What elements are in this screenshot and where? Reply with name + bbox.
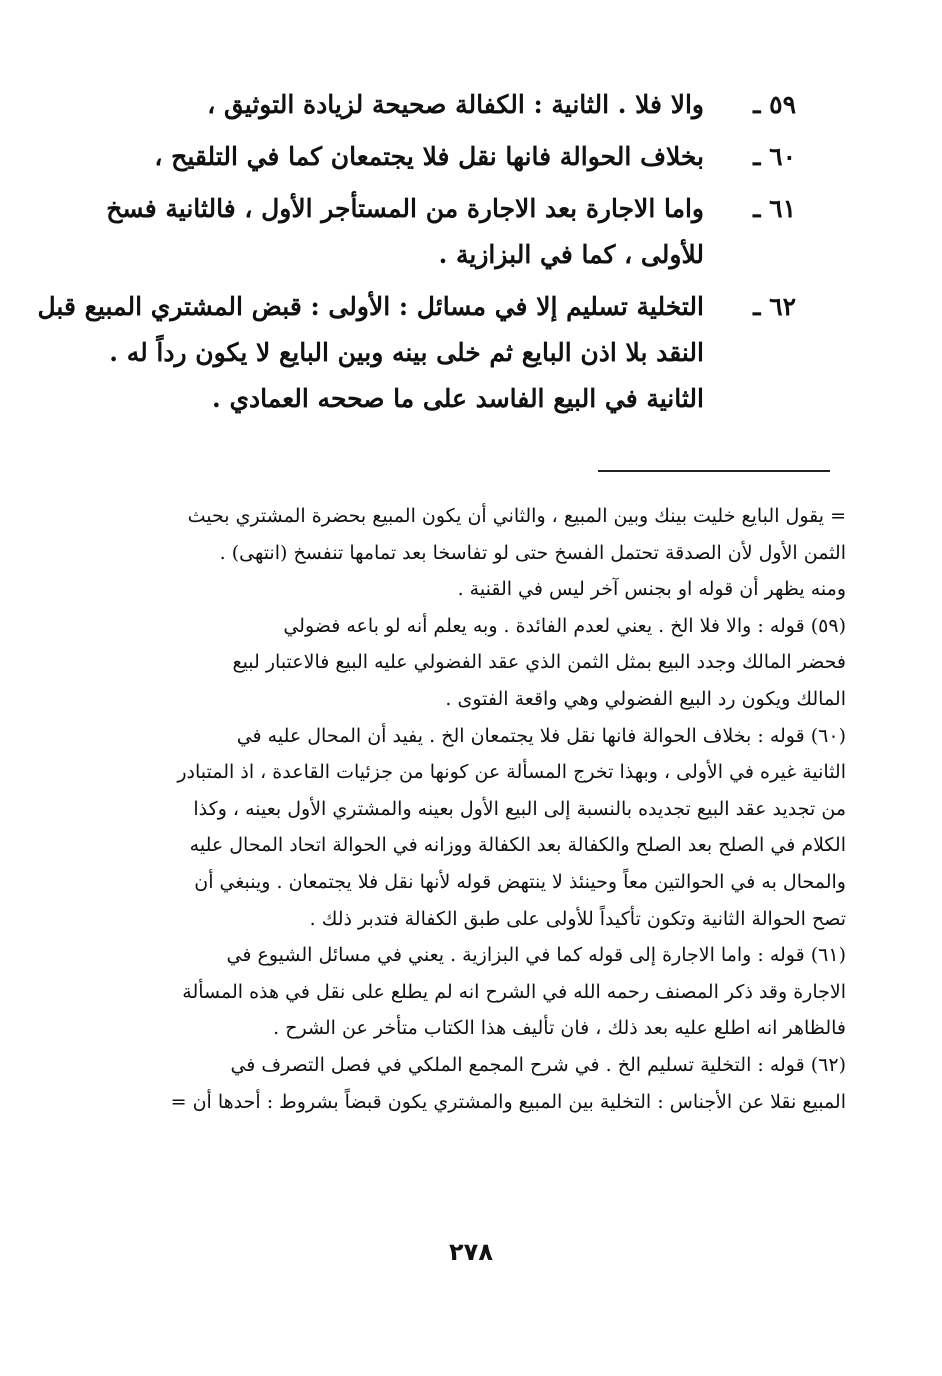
item-text	[38, 284, 705, 422]
footnote-line: (٦١) قوله : واما الاجارة إلى قوله كما في البزازية . يعني في مسائل الشيوع في	[226, 944, 846, 967]
footnote-divider	[598, 470, 830, 472]
main-item-60	[70, 134, 796, 180]
footnote-line: من تجديد عقد البيع تجديده بالنسبة إلى البيع الأول بعينه والمشتري الأول بعينه ، وكذا	[193, 797, 846, 820]
footnote-line: الكلام في الصلح بعد الصلح والكفالة بعد الكفالة ووزانه في الحوالة اتحاد المحال عليه	[189, 834, 846, 857]
text-line: التخلية تسليم إلا في مسائل : الأولى : قبض المشتري المبيع قبل	[37, 292, 704, 321]
footnote-line: الاجارة وقد ذكر المصنف رحمه الله في الشرح انه لم يطلع على نقل في هذه المسألة	[182, 980, 846, 1003]
main-item-62	[37, 284, 796, 422]
item-text	[70, 186, 704, 278]
footnote-line: المالك ويكون رد البيع الفضولي وهي واقعة الفتوى .	[445, 687, 846, 710]
footnote-line: = يقول البايع خليت بينك وبين المبيع ، والثاني أن يكون المبيع بحضرة المشتري بحيث	[187, 505, 846, 527]
footnote-line: والمحال به في الحوالتين معاً وحينئذ لا ينتهض قوله لأنها نقل فلا يجتمعان . وينبغي أن	[194, 870, 846, 893]
text-line: والا فلا . الثانية : الكفالة صحيحة لزيادة التوثيق ،	[207, 90, 704, 119]
item-number: ٦٠ ـ	[753, 142, 796, 171]
text-line: واما الاجارة بعد الاجارة من المستأجر الأول ، فالثانية فسخ	[106, 194, 704, 223]
footnote-line: الثانية غيره في الأولى ، وبهذا تخرج المسألة عن كونها من جزئيات القاعدة ، اذ المتبادر	[177, 761, 846, 784]
item-number: ٦٢ ـ	[753, 292, 796, 321]
footnote-line: فحضر المالك وجدد البيع بمثل الثمن الذي عقد الفضولي عليه البيع فالاعتبار لبيع	[232, 651, 846, 674]
main-item-59	[70, 82, 796, 128]
item-text	[70, 134, 704, 180]
item-text	[70, 82, 704, 128]
footnote-line: (٦٠) قوله : بخلاف الحوالة فانها نقل فلا يجتمعان الخ . يفيد أن المحال عليه في	[236, 724, 846, 747]
text-line: الثانية في البيع الفاسد على ما صححه العمادي .	[212, 384, 704, 413]
footnote-line: ومنه يظهر أن قوله او بجنس آخر ليس في القنية .	[457, 578, 846, 601]
main-text	[37, 82, 796, 428]
item-number: ٥٩ ـ	[753, 90, 796, 119]
footnote-line: الثمن الأول لأن الصدقة تحتمل الفسخ حتى لو تفاسخا بعد تمامها تنفسخ (انتهى) .	[219, 541, 846, 564]
footnote-line: فالظاهر انه اطلع عليه بعد ذلك ، فان تأليف هذا الكتاب متأخر عن الشرح .	[273, 1017, 846, 1040]
footnote-line: المبيع نقلا عن الأجناس : التخلية بين المبيع والمشتري يكون قبضاً بشروط : أحدها أن =	[170, 1090, 846, 1113]
footnote-line: تصح الحوالة الثانية وتكون تأكيداً للأولى على طبق الكفالة فتدبر ذلك .	[309, 907, 846, 930]
footnote-line: (٦٢) قوله : التخلية تسليم الخ . في شرح المجمع الملكي في فصل التصرف في	[230, 1053, 846, 1076]
page-number: ٢٧٨	[449, 1238, 493, 1266]
text-line: النقد بلا اذن البايع ثم خلى بينه وبين البايع لا يكون رداً له .	[109, 338, 704, 367]
footnotes	[86, 498, 846, 1120]
item-number: ٦١ ـ	[753, 194, 796, 223]
text-line: بخلاف الحوالة فانها نقل فلا يجتمعان كما في التلقيح ،	[154, 142, 704, 171]
main-item-61	[70, 186, 796, 278]
text-line: للأولى ، كما في البزازية .	[438, 240, 704, 269]
footnote-line: (٥٩) قوله : والا فلا الخ . يعني لعدم الفائدة . وبه يعلم أنه لو باعه فضولي	[283, 614, 846, 637]
